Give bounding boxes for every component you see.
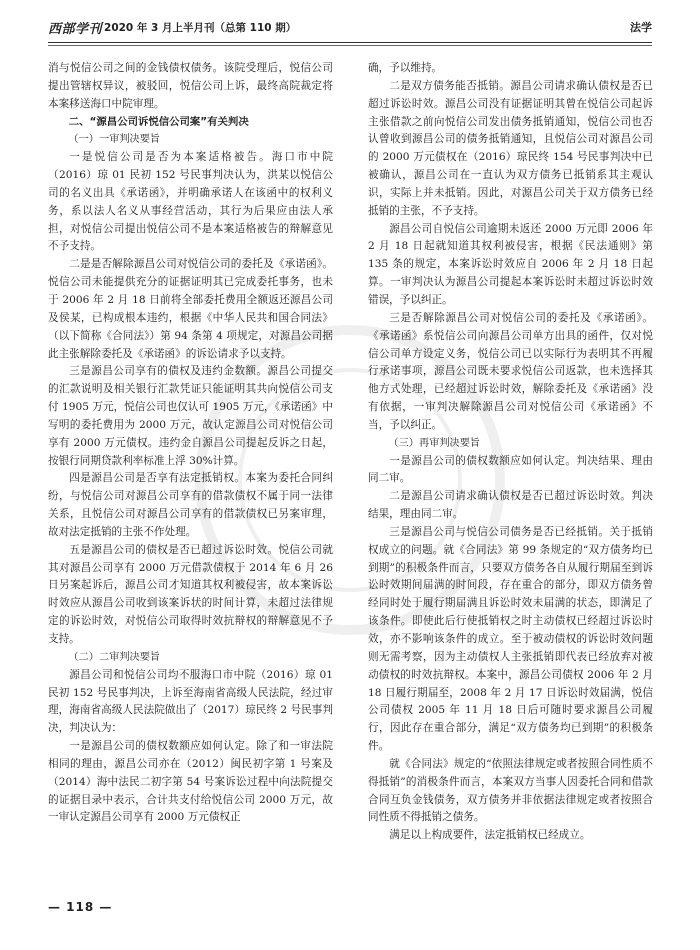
section-heading: （三）再审判决要旨: [388, 437, 481, 449]
journal-logo: 西部学刊: [48, 21, 103, 37]
journal-info: [48, 18, 296, 37]
section-heading: （一）一审判决要旨: [68, 134, 161, 146]
paragraph: 三是源昌公司与悦信公司债务是否已经抵销。关于抵销权成立的问题。就《合同法》第 99 条规定的“双方债务均已到期”的积极条件而言，只要双方债务各自从履行期届至到诉讼时效期间届满的时间段，存在重合的部分，即双方债务曾经同时处于履行期届满且诉讼时效未届满的状态，即满足了该条件。即使此后行使抵销权之时主动债权已经超过诉讼时效，亦不影响该条件的成立。至于被动债权的诉讼时效问题则无需考察，因为主动债权人主张抵销即代表已经放弃对被动债权的时效抗辩权。本案中，源昌公司债权 2006 年 2 月 18 日履行期届至，2008 年 2 月 17 日诉讼时效届满，悦信公司债权 2005 年 11 月 18 日后可随时要求源昌公司履行，因此存在重合部分，满足“双方债务均已到期”的积极条件。: [368, 525, 653, 753]
header-rule-thin: [48, 45, 652, 46]
section-heading: （二）二审判决要旨: [68, 651, 161, 663]
left-column: [48, 60, 333, 827]
paragraph: 五是源昌公司的债权是否已超过诉讼时效。悦信公司就其对源昌公司享有 2000 万元借款债权于 2014 年 6 月 26 日另案起诉后，源昌公司才知道其权利被侵害，故本案诉讼时效应从源昌公司收到该案诉状的时间计算，未超过法律规定的诉讼时效，对悦信公司取得时效抗辩权的辩解意见不予支持。: [48, 543, 333, 645]
paragraph: 一是源昌公司的债权数额应如何认定。判决结果、理由同二审。: [368, 454, 653, 485]
paragraph: 一是悦信公司是否为本案适格被告。海口市中院（2016）琼 01 民初 152 号民事判决认为，洪某以悦信公司的名义出具《承诺函》，并明确承诺人在该函中的权利义务，系以法人名义从事经营活动，其行为后果应由法人承担，对悦信公司提出悦信公司不是本案适格被告的辩解意见不予支持。: [48, 151, 333, 253]
paragraph: 二是源昌公司请求确认债权是否已超过诉讼时效。判决结果，理由同二审。: [368, 490, 653, 521]
page-number: — 118 —: [48, 900, 113, 914]
page-header: [48, 14, 652, 40]
paragraph: 确，予以维持。: [368, 62, 443, 74]
issue-info: 2020 年 3 月上半月刊（总第 110 期）: [104, 21, 297, 34]
paragraph: 四是源昌公司是否享有法定抵销权。本案为委托合同纠纷，与悦信公司对源昌公司享有的借款债权不属于同一法律关系，且悦信公司对源昌公司享有的借款债权已另案审理，故对法定抵销的主张不作处理。: [48, 472, 333, 538]
header-rule: [48, 42, 652, 43]
paragraph: 源昌公司自悦信公司逾期未返还 2000 万元即 2006 年 2 月 18 日起就知道其权利被侵害，根据《民法通则》第 135 条的规定，本案诉讼时效应自 2006 年 2 月 18 日起算。一审判决认为源昌公司提起本案诉讼时未超过诉讼时效错误，予以纠正。: [368, 222, 653, 306]
section-label: 法学: [630, 21, 652, 34]
paragraph: 二是是否解除源昌公司对悦信公司的委托及《承诺函》。悦信公司未能提供充分的证据证明其已完成委托事务，也未于 2006 年 2 月 18 日前将全部委托费用全额返还源昌公司及侯某，已构成根本违约，根据《中华人民共和国合同法》（以下简称《合同法》）第 94 条第 4 项规定，对源昌公司据此主张解除委托及《承诺函》的诉讼请求予以支持。: [48, 258, 333, 360]
paragraph: 就《合同法》规定的“依照法律规定或者按照合同性质不得抵销”的消极条件而言，本案双方当事人因委托合同和借款合同互负金钱债务，双方债务并非依据法律规定或者按照合同性质不得抵销之债务。: [368, 757, 653, 824]
paragraph: 源昌公司和悦信公司均不服海口市中院（2016）琼 01 民初 152 号民事判决，上诉至海南省高级人民法院，经过审理，海南省高级人民法院做出了（2017）琼民终 2 号民事判决，判决认为：: [48, 668, 333, 735]
paragraph: 满足以上构成要件，法定抵销权已经成立。: [389, 829, 591, 842]
paragraph: 一是源昌公司的债权数额应如何认定。除了和一审法院相同的理由，源昌公司亦在（2012）闽民初字第 1 号案及（2014）海中法民二初字第 54 号案诉讼过程中向法院提交的证据目录中表示，合计共支付给悦信公司 2000 万元，故一审认定源昌公司享有 2000 万元债权正: [48, 740, 333, 824]
right-column: [368, 60, 653, 845]
paragraph: 消与悦信公司之间的金钱债权债务。该院受理后，悦信公司提出管辖权异议，被驳回，悦信公司上诉，最终高院裁定将本案移送海口中院审理。: [48, 62, 333, 110]
paragraph: 三是否解除源昌公司对悦信公司的委托及《承诺函》。《承诺函》系悦信公司向源昌公司单方出具的函件，仅对悦信公司单方设定义务，悦信公司已以实际行为表明其不再履行承诺事项，源昌公司既未要求悦信公司返款，也未选择其他方式处理，已经超过诉讼时效，解除委托及《承诺函》没有依据，一审判决解除源昌公司对悦信公司《承诺函》不当，予以纠正。: [368, 311, 653, 431]
section-heading: 二、“源昌公司诉悦信公司案”有关判决: [68, 115, 249, 128]
paragraph: 二是双方债务能否抵销。源昌公司请求确认债权是否已超过诉讼时效。源昌公司没有证据证明其曾在悦信公司起诉主张借款之前向悦信公司发出债务抵销通知，悦信公司也否认曾收到源昌公司的债务抵销通知，且悦信公司对源昌公司的 2000 万元债权在（2016）琼民终 154 号民事判决中已被确认，源昌公司在一直认为双方债务已抵销系其主观认识，实际上并未抵销。因此，对源昌公司关于双方债务已经抵销的主张，不予支持。: [368, 79, 653, 217]
paragraph: 三是源昌公司享有的债权及违约金数额。源昌公司提交的汇款说明及相关银行汇款凭证只能证明其共向悦信公司支付 1905 万元，悦信公司也仅认可 1905 万元，《承诺函》中写明的委托费用为 2000 万元，故认定源昌公司对悦信公司享有 2000 万元债权。违约金自源昌公司提起反诉之日起，按银行同期贷款利率标准上浮 30%计算。: [48, 365, 333, 467]
